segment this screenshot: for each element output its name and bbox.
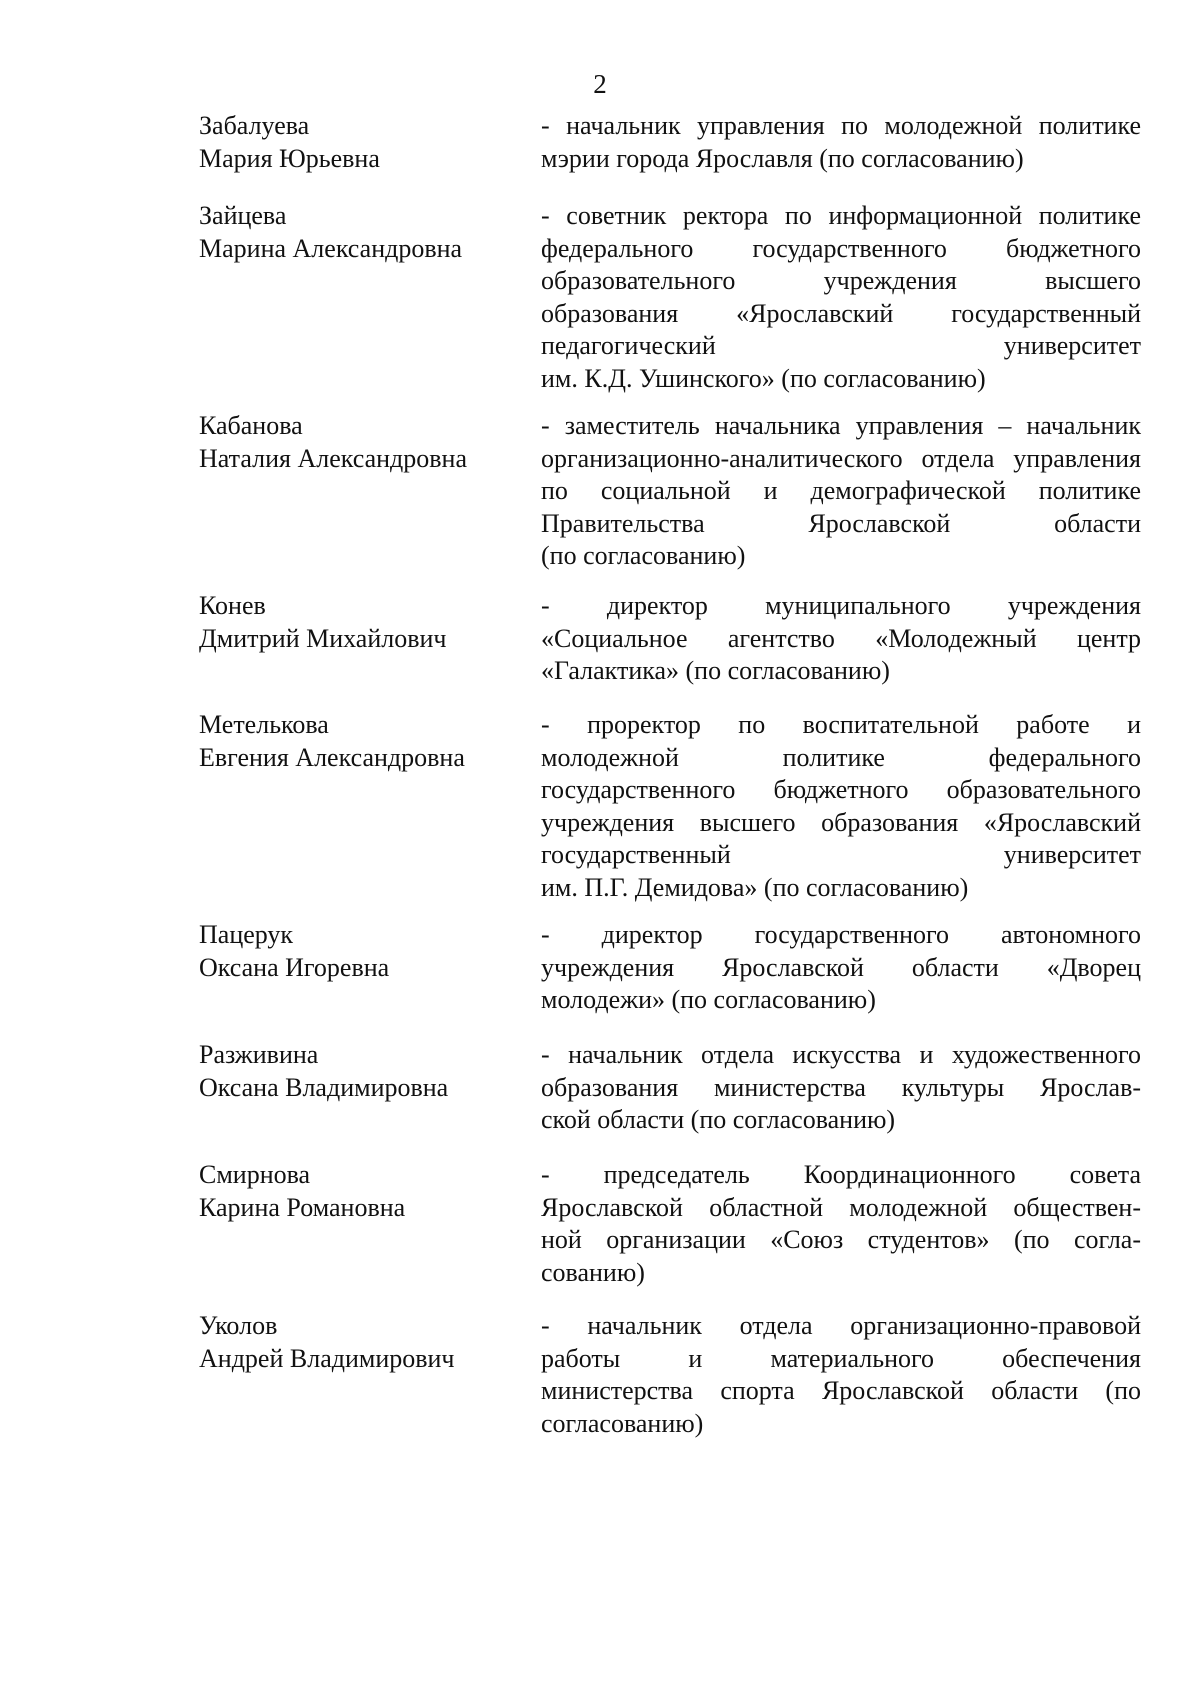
member-name	[199, 410, 519, 475]
position-line: образовательного учреждения высшего	[541, 266, 1141, 295]
member-position	[541, 1159, 1141, 1289]
position-line: (по согласованию)	[541, 541, 746, 570]
position-line: - директор государственного автономного	[541, 920, 1141, 949]
member-surname: Конев	[199, 591, 266, 620]
position-line: - начальник управления по молодежной политике	[541, 111, 1141, 140]
member-name	[199, 1310, 519, 1375]
position-line: им. П.Г. Демидова» (по согласованию)	[541, 872, 969, 902]
member-name	[199, 200, 519, 265]
member-surname: Забалуева	[199, 111, 310, 140]
member-position	[541, 590, 1141, 688]
position-line: педагогический университет	[541, 331, 1141, 360]
position-line: - проректор по воспитательной работе и	[541, 710, 1141, 739]
member-name	[199, 110, 519, 175]
member-surname: Метелькова	[199, 710, 329, 739]
member-position	[541, 200, 1141, 395]
position-line: по социальной и демографической политике	[541, 476, 1141, 505]
page-number: 2	[593, 69, 607, 99]
position-line: - заместитель начальника управления – начальник	[541, 411, 1141, 440]
member-surname: Уколов	[199, 1311, 278, 1340]
member-given-names: Дмитрий Михайлович	[199, 623, 447, 653]
position-line: министерства спорта Ярославской области (по	[541, 1376, 1141, 1405]
member-position	[541, 1039, 1141, 1137]
member-name	[199, 1159, 519, 1224]
member-position	[541, 709, 1141, 904]
member-surname: Зайцева	[199, 201, 287, 230]
member-surname: Кабанова	[199, 411, 303, 440]
position-line: учреждения Ярославской области «Дворец	[541, 952, 1141, 982]
position-line: организационно-аналитического отдела управления	[541, 443, 1141, 473]
member-name	[199, 919, 519, 984]
member-position	[541, 1310, 1141, 1440]
position-line: «Галактика» (по согласованию)	[541, 656, 890, 685]
position-line: образования министерства культуры Ярослав-	[541, 1072, 1141, 1102]
member-position	[541, 410, 1141, 573]
member-name	[199, 590, 519, 655]
member-given-names: Евгения Александровна	[199, 742, 465, 772]
member-surname: Пацерук	[199, 920, 294, 949]
position-line: федерального государственного бюджетного	[541, 233, 1141, 263]
position-line: - начальник отдела организационно-правовой	[541, 1311, 1141, 1340]
position-line: мэрии города Ярославля (по согласованию)	[541, 143, 1024, 173]
member-position	[541, 919, 1141, 1017]
position-line: согласованию)	[541, 1408, 704, 1438]
member-name	[199, 1039, 519, 1104]
position-line: Ярославской областной молодежной обществен-	[541, 1192, 1141, 1222]
member-surname: Разживина	[199, 1040, 319, 1069]
member-given-names: Андрей Владимирович	[199, 1343, 455, 1373]
member-given-names: Оксана Владимировна	[199, 1072, 449, 1102]
position-line: молодежи» (по согласованию)	[541, 985, 876, 1014]
member-given-names: Мария Юрьевна	[199, 143, 380, 173]
position-line: работы и материального обеспечения	[541, 1343, 1141, 1373]
position-line: государственного бюджетного образовательного	[541, 775, 1141, 804]
member-given-names: Карина Романовна	[199, 1192, 406, 1222]
member-position	[541, 110, 1141, 175]
member-surname: Смирнова	[199, 1160, 311, 1189]
position-line: ской области (по согласованию)	[541, 1105, 896, 1134]
member-name	[199, 709, 519, 774]
position-line: - директор муниципального учреждения	[541, 591, 1141, 620]
member-given-names: Наталия Александровна	[199, 443, 467, 473]
position-line: им. К.Д. Ушинского» (по согласованию)	[541, 363, 986, 393]
position-line: сованию)	[541, 1257, 645, 1287]
position-line: государственный университет	[541, 840, 1141, 869]
member-given-names: Оксана Игоревна	[199, 952, 390, 982]
position-line: - начальник отдела искусства и художественного	[541, 1040, 1141, 1069]
member-given-names: Марина Александровна	[199, 233, 463, 263]
position-line: Правительства Ярославской области	[541, 508, 1141, 538]
position-line: - председатель Координационного совета	[541, 1160, 1141, 1189]
position-line: - советник ректора по информационной политике	[541, 201, 1141, 230]
position-line: ной организации «Союз студентов» (по согла-	[541, 1225, 1141, 1254]
position-line: образования «Ярославский государственный	[541, 298, 1141, 328]
position-line: «Социальное агентство «Молодежный центр	[541, 623, 1141, 653]
position-line: молодежной политике федерального	[541, 742, 1141, 772]
position-line: учреждения высшего образования «Ярославский	[541, 807, 1141, 837]
